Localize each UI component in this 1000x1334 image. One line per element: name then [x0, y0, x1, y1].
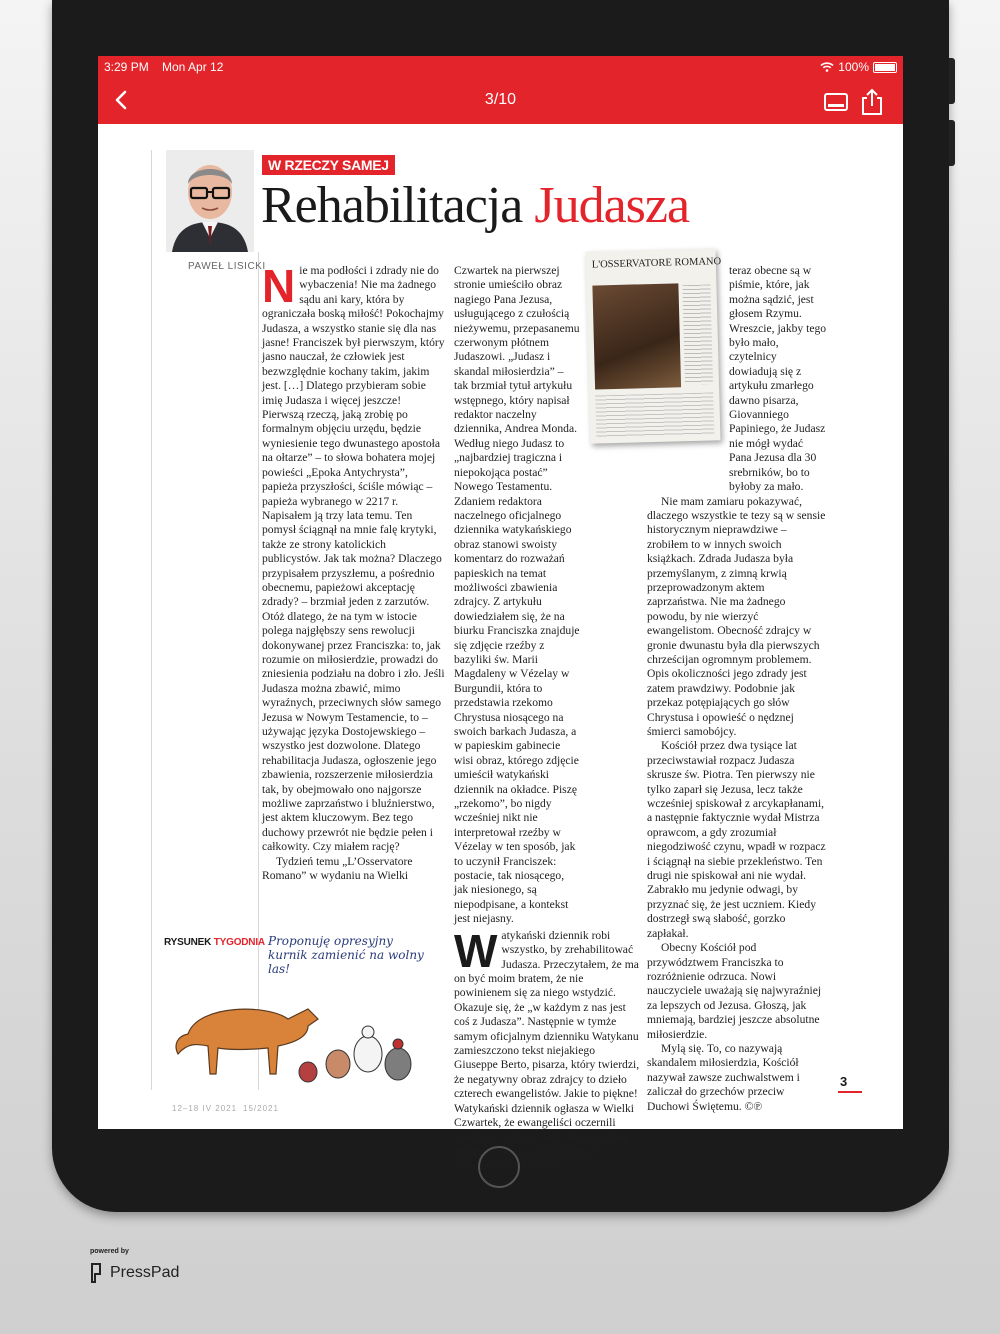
- drop-cap-2: W: [454, 924, 498, 977]
- article-column-1: [262, 260, 445, 924]
- author-name: PAWEŁ LISICKI: [188, 261, 266, 272]
- share-icon[interactable]: [858, 87, 886, 117]
- top-nav-bar: [98, 78, 903, 124]
- footer-date: 12–18 IV 2021: [172, 1104, 238, 1113]
- author-portrait-illustration: [166, 150, 254, 252]
- column-3-paragraph-1: teraz obecne są w piśmie, które, jak można sądzić, jest głosem Rzymu. Wreszcie, jakby tego było mało, czytelnicy dowiadują się z artykułu zmarłego dawno pisarza, Giovanniego Papiniego, że Judasz nie mógł wydać Pana Jezusa dla 30 srebrników, bo to byłoby za mało.: [729, 264, 827, 494]
- cartoon-fox-and-birds-illustration: [158, 964, 428, 1094]
- status-right: [820, 56, 897, 78]
- column-2-paragraph-2: atykański dziennik robi wszystko, by zrehabilitować Judasza. Przeczytałem, że ma on być moim bratem, że nie powinienem się za niego wstydzić. Okazuje się, że „w każdym z nas jest coś z Judasza”. Następnie w tymże samym oficjalnym dzienniku Watykanu zamieszczono tekst niejakiego Giuseppe Berto, pisarza, który twierdzi, że negatywny obraz zdrajcy to dzieło czterech ewangelistów. Jakie to piękne! Watykański dziennik ogłasza w Wielki Czwartek, że ewangeliści oczernili biednego Judasza. Tezy, które można znaleźć u wielu zaprzysięgłych przeciwników Kościoła,: [454, 928, 640, 1173]
- footer-issue: 15/2021: [243, 1104, 279, 1113]
- screen: [98, 56, 903, 1173]
- page-number: 3: [840, 1074, 848, 1089]
- column-3-paragraph-3: Kościół przez dwa tysiące lat przeciwstawiał rozpacz Judasza skrusze św. Piotra. Ten pierwszy nie tylko zaparł się Jezusa, lecz także wcześniej spiskował z arcykapłanami, a następnie faktycznie wydał Mistrza oprawcom, a gdy zrozumiał niegodziwość czynu, wpadł w rozpacz i ściągnął na siebie przekleństwo. Ten drugi nie spiskował ani nie wydał. Zabrakło mu jedynie odwagi, by przyznać się, że jest uczniem. Kiedy dostrzegł swą słabość, gorzko zapłakał.: [647, 739, 826, 940]
- volume-up-button: [949, 58, 955, 104]
- cartoon-caption: Proponuję opresyjny kurnik zamienić na wolny las!: [268, 934, 424, 976]
- cartoon-label-black: RYSUNEK: [164, 937, 212, 948]
- powered-by-label: powered by: [90, 1248, 129, 1255]
- headline-part-red: Judasza: [534, 177, 690, 234]
- cartoon-label-red: TYGODNIA: [213, 937, 265, 948]
- article-headline: [261, 176, 689, 235]
- presspad-logo-text: PressPad: [110, 1264, 180, 1281]
- section-kicker: W RZECZY SAMEJ: [262, 155, 395, 175]
- magazine-page[interactable]: [98, 124, 903, 1173]
- page-number-underline: [838, 1091, 862, 1093]
- newspaper-masthead: L'OSSERVATORE ROMANO: [591, 256, 722, 271]
- column-1-paragraph-2: Tydzień temu „L’Osservatore Romano” w wydaniu na Wielki: [262, 854, 413, 883]
- column-3-paragraph-4: Obecny Kościół pod przywództwem Franciszka to rozróżnienie odrzuca. Nowi nauczyciele uważają się najwyraźniej za lepszych od Jezusa. Głoszą, jak mniemają, bardziej jeszcze absolutne miłosierdzie.: [647, 941, 822, 1041]
- wifi-icon: [820, 62, 834, 72]
- status-date: Mon Apr 12: [162, 60, 224, 74]
- presspad-logo-icon: [90, 1262, 104, 1284]
- presspad-logo: [90, 1262, 179, 1284]
- home-button[interactable]: [478, 1146, 520, 1188]
- volume-down-button: [949, 120, 955, 166]
- battery-icon: [873, 62, 897, 73]
- single-page-view-icon[interactable]: [822, 90, 850, 114]
- cartoon-label: [164, 937, 265, 948]
- page-indicator: 3/10: [484, 91, 517, 108]
- page-rule-left: [151, 150, 152, 1090]
- column-3-paragraph-5: Mylą się. To, co nazywają skandalem miłosierdzia, Kościół nazywał zawsze zuchwalstwem i zaliczał do grzechów przeciw Duchowi Świętemu. ©℗: [647, 1041, 800, 1113]
- column-2-paragraph-1: Czwartek na pierwszej stronie umieściło obraz nagiego Pana Jezusa, usługującego z czułością nieżywemu, przepasanemu czerwonym płótnem Judaszowi. „Judasz i skandal miłosierdzia” – tak brzmiał tytuł artykułu wstępnego, który napisał redaktor naczelny dziennika, Andrea Monda. Według niego Judasz to „najbardziej tragiczna i niepokojąca postać” Nowego Testamentu. Zdaniem redaktora naczelnego oficjalnego dziennika watykańskiego obraz stanowi swoisty komentarz do rozważań papieskich na temat możliwości zbawienia zdrajcy. Z artykułu dowiedziałem się, że na biurku Franciszka znajduje się zdjęcie rzeźby z bazyliki św. Marii Magdaleny w Vézelay w Burgundii, która to przedstawia rzekomo Chrystusa niosącego na swoich barkach Judasza, a w papieskim gabinecie wisi obraz, którego zdjęcie umieścił watykański dziennik na okładce. Piszę „rzekomo”, bo nigdy wcześniej nikt nie interpretował rzeźby w Vézelay w ten sposób, jak to uczynił Franciszek: postacie, tak niosącego, jak niesionego, są niepodpisane, a kontekst jest niejasny.: [454, 264, 580, 926]
- battery-percent: 100%: [838, 60, 869, 74]
- status-time: 3:29 PM: [104, 60, 149, 74]
- headline-part-black: Rehabilitacja: [261, 177, 523, 234]
- drop-cap: N: [262, 260, 296, 312]
- column-3-paragraph-2: Nie mam zamiaru pokazywać, dlaczego wszystkie te tezy są w sensie historycznym nieprawdziwe – zrobiłem to w innych swoich książkach. Zdrada Judasza była przemyślanym, z zimną krwią przeprowadzonym aktem zaprzaństwa. Nie ma żadnego powodu, by nie wierzyć ewangelistom. Obecność zdrajcy w gronie dwunastu była dla pierwszych chrześcijan ogromnym problemem. Opis okoliczności jego zdrady jest zatem prawdziwy. Podobnie jak przekaz potępiających go słów Chrystusa i opowieść o nędznej śmierci samobójcy.: [647, 494, 826, 738]
- status-bar: [98, 56, 903, 78]
- column-1-paragraph-1: ie ma podłości i zdrady nie do wybaczenia! Nie ma żadnego sądu ani kary, która by ograniczała boską miłość! Pokochajmy Judasza, a wszystko stanie się dla nas jasne! Franciszek był pierwszym, który jasno nauczał, że człowiek jest bezwzględnie kochany takim, jakim jest. […] Dlatego przybieram sobie imię Judasza i więcej jeszcze! Pierwszą rzeczą, jaką zrobię po formalnym objęciu urzędu, będzie wyniesienie tego dwunastego apostoła na ołtarze” – to słowa bohatera mojej powieści „Epoka Antychrysta”, papieża przyszłości, ściśle mówiąc – papieża wybranego w 2217 r. Napisałem ją trzy lata temu. Ten pomysł ściągnął na mnie falę krytyki, także ze strony katolickich publicystów. Jak tak można? Dlaczego przypisałem przyszłemu, a pośrednio obecnemu, papieżowi akceptację zdrady? – brzmiał jeden z zarzutów. Otóż dlatego, że na tym w istocie polega najgłębszy sens rewolucji dokonywanej przez Franciszka: to, jak rozumie on miłosierdzie, prowadzi do zniesienia podziału na dobro i zło. Jeśli Judasza można zbawić, mimo wyraźnych, przeciwnych słów samego Jezusa w Nowym Testamencie, to – używając języka Dostojewskiego – wszystko jest dozwolone. Dlatego rehabilitacja Judasza, ogłoszenie jego zbawienia, rozszerzenie miłosierdzia tak, by obejmowało ono najgorsze możliwe zaprzaństwo i bluźnierstwo, jest aktem kluczowym. Bez tego duchowy przewrót nie będzie pełen i całkowity. Czy miałem rację?: [262, 264, 445, 854]
- article-column-3: [647, 264, 827, 1113]
- author-photo: [166, 150, 254, 252]
